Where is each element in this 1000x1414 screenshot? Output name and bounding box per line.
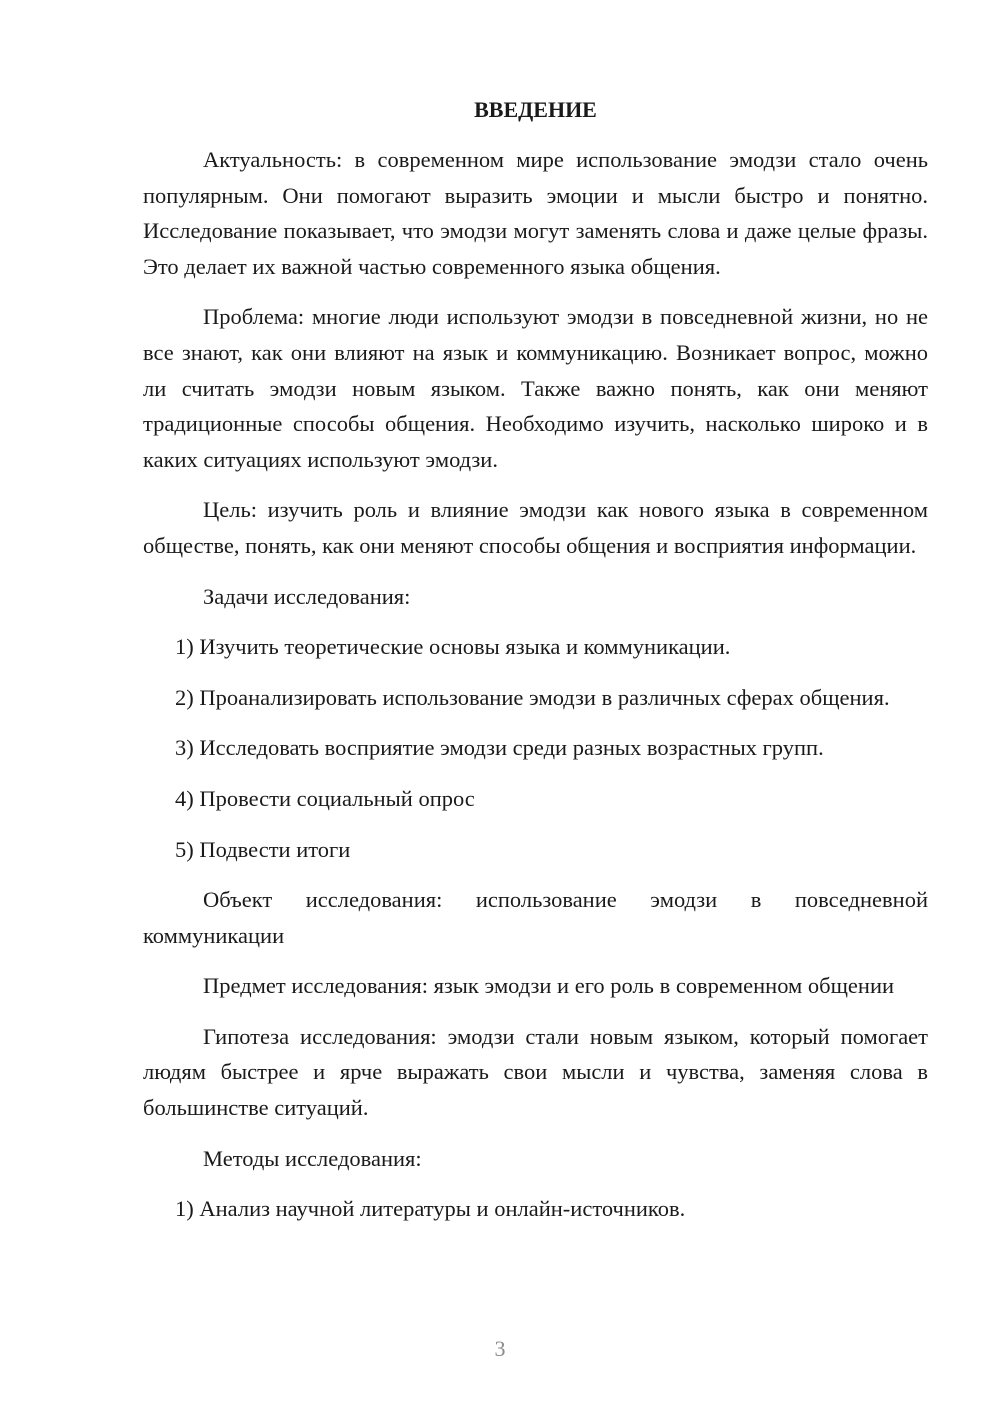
- paragraph-goal: Цель: изучить роль и влияние эмодзи как нового языка в современном обществе, понять, как они меняют способы общения и восприятия информации.: [143, 497, 928, 558]
- method-item-1: 1) Анализ научной литературы и онлайн-источников.: [175, 1196, 686, 1222]
- paragraph-hypothesis: Гипотеза исследования: эмодзи стали новым языком, который помогает людям быстрее и ярче выражать свои мысли и чувства, заменяя слова в большинстве ситуаций.: [143, 1023, 928, 1121]
- task-item-2: 2) Проанализировать использование эмодзи в различных сферах общения.: [175, 684, 890, 710]
- task-item-4: 4) Провести социальный опрос: [175, 785, 475, 811]
- page-title: ВВЕДЕНИЕ: [474, 97, 597, 122]
- task-item-3: 3) Исследовать восприятие эмодзи среди разных возрастных групп.: [175, 735, 824, 761]
- document-body: [143, 142, 928, 1242]
- page-number: 3: [494, 1336, 506, 1361]
- paragraph-relevance: Актуальность: в современном мире использование эмодзи стало очень популярным. Они помогают выразить эмоции и мысли быстро и понятно. Исследование показывает, что эмодзи могут заменять слова и даже целые фразы. Это делает их важной частью современного языка общения.: [143, 147, 928, 279]
- paragraph-object: Объект исследования: использование эмодзи в повседневной коммуникации: [143, 887, 928, 948]
- paragraph-methods-heading: Методы исследования:: [203, 1145, 422, 1171]
- paragraph-problem: Проблема: многие люди используют эмодзи в повседневной жизни, но не все знают, как они влияют на язык и коммуникацию. Возникает вопрос, можно ли считать эмодзи новым языком. Также важно понять, как они меняют традиционные способы общения. Необходимо изучить, насколько широко и в каких ситуациях используют эмодзи.: [143, 304, 928, 472]
- paragraph-subject: Предмет исследования: язык эмодзи и его роль в современном общении: [203, 973, 895, 999]
- paragraph-tasks-heading: Задачи исследования:: [203, 583, 411, 609]
- task-item-5: 5) Подвести итоги: [175, 836, 351, 862]
- task-item-1: 1) Изучить теоретические основы языка и коммуникации.: [175, 634, 731, 660]
